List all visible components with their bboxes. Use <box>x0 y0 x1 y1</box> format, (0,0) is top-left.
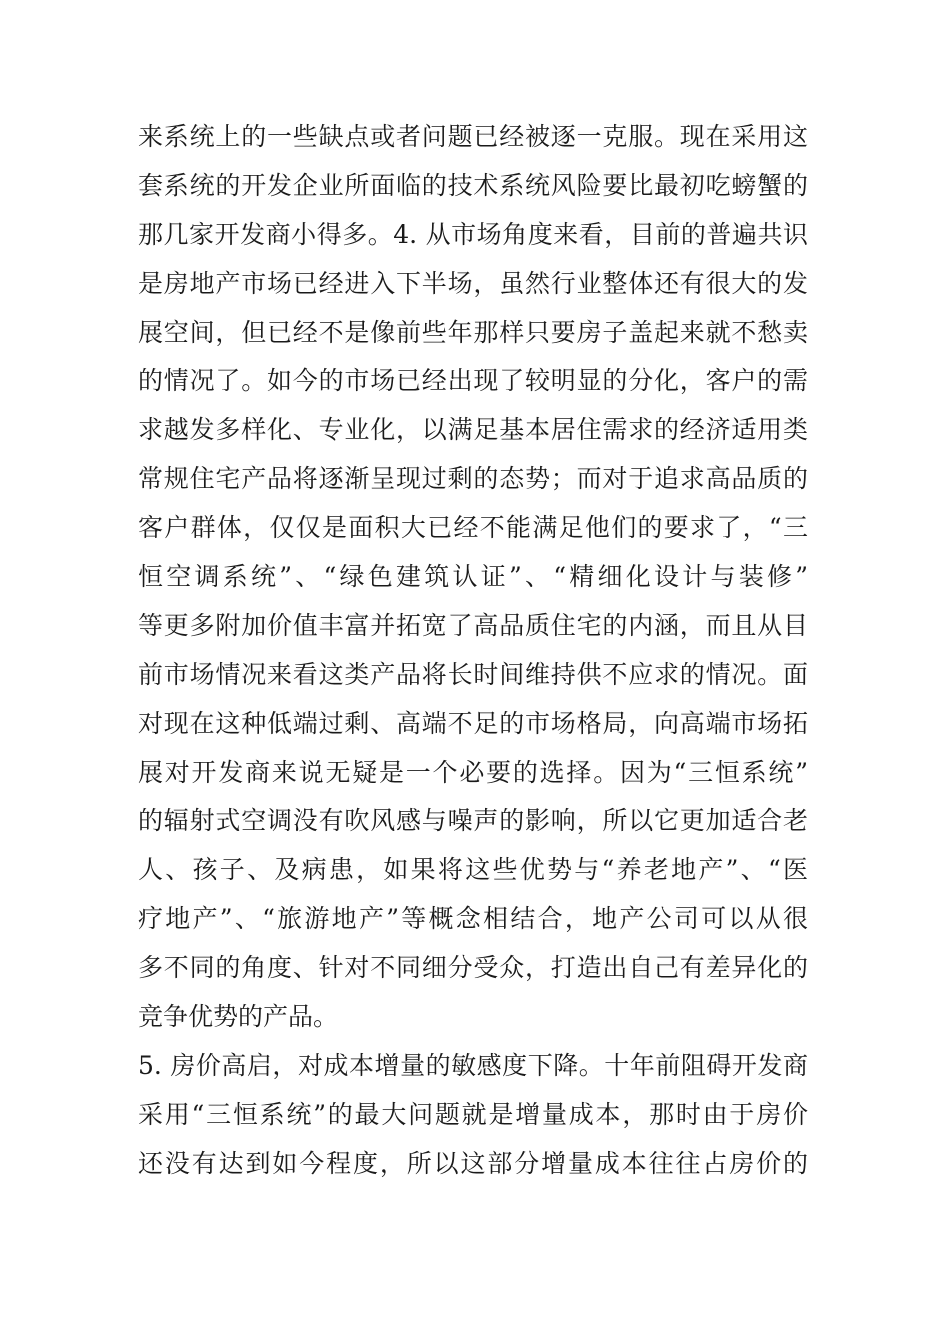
text-line: 多不同的角度、针对不同细分受众，打造出自己有差异化的 <box>138 953 808 983</box>
text-line: 套系统的开发企业所面临的技术系统风险要比最初吃螃蟹的 <box>138 170 808 200</box>
text-line: 展对开发商来说无疑是一个必要的选择。因为“三恒系统” <box>138 757 808 787</box>
text-line: 还没有达到如今程度，所以这部分增量成本往往占房价的 <box>138 1148 808 1178</box>
text-line: 常规住宅产品将逐渐呈现过剩的态势；而对于追求高品质的 <box>138 464 808 494</box>
text-line: 采用“三恒系统”的最大问题就是增量成本，那时由于房价 <box>138 1099 808 1129</box>
text-line: 的情况了。如今的市场已经出现了较明显的分化，客户的需 <box>138 366 808 396</box>
text-line: 疗地产”、“旅游地产”等概念相结合，地产公司可以从很 <box>138 904 808 934</box>
paragraph-end-line: 竞争优势的产品。 <box>138 1002 339 1032</box>
body-text <box>138 113 808 1189</box>
text-line: 人、孩子、及病患，如果将这些优势与“养老地产”、“医 <box>138 855 808 885</box>
text-line: 是房地产市场已经进入下半场，虽然行业整体还有很大的发 <box>138 268 808 298</box>
text-line: 对现在这种低端过剩、高端不足的市场格局，向高端市场拓 <box>138 708 808 738</box>
text-line: 前市场情况来看这类产品将长时间维持供不应求的情况。面 <box>138 659 808 689</box>
text-line: 来系统上的一些缺点或者问题已经被逐一克服。现在采用这 <box>138 122 808 151</box>
text-line: 展空间，但已经不是像前些年那样只要房子盖起来就不愁卖 <box>138 317 808 347</box>
text-line: 客户群体，仅仅是面积大已经不能满足他们的要求了，“三 <box>138 513 808 543</box>
text-line: 的辐射式空调没有吹风感与噪声的影响，所以它更加适合老 <box>138 806 808 836</box>
text-line: 5. 房价高启，对成本增量的敏感度下降。十年前阻碍开发商 <box>138 1050 808 1080</box>
text-line: 恒空调系统”、“绿色建筑认证”、“精细化设计与装修” <box>138 562 808 592</box>
text-line: 求越发多样化、专业化，以满足基本居住需求的经济适用类 <box>138 415 808 445</box>
text-line: 那几家开发商小得多。4. 从市场角度来看，目前的普遍共识 <box>138 219 808 249</box>
text-line: 等更多附加价值丰富并拓宽了高品质住宅的内涵，而且从目 <box>138 610 808 640</box>
